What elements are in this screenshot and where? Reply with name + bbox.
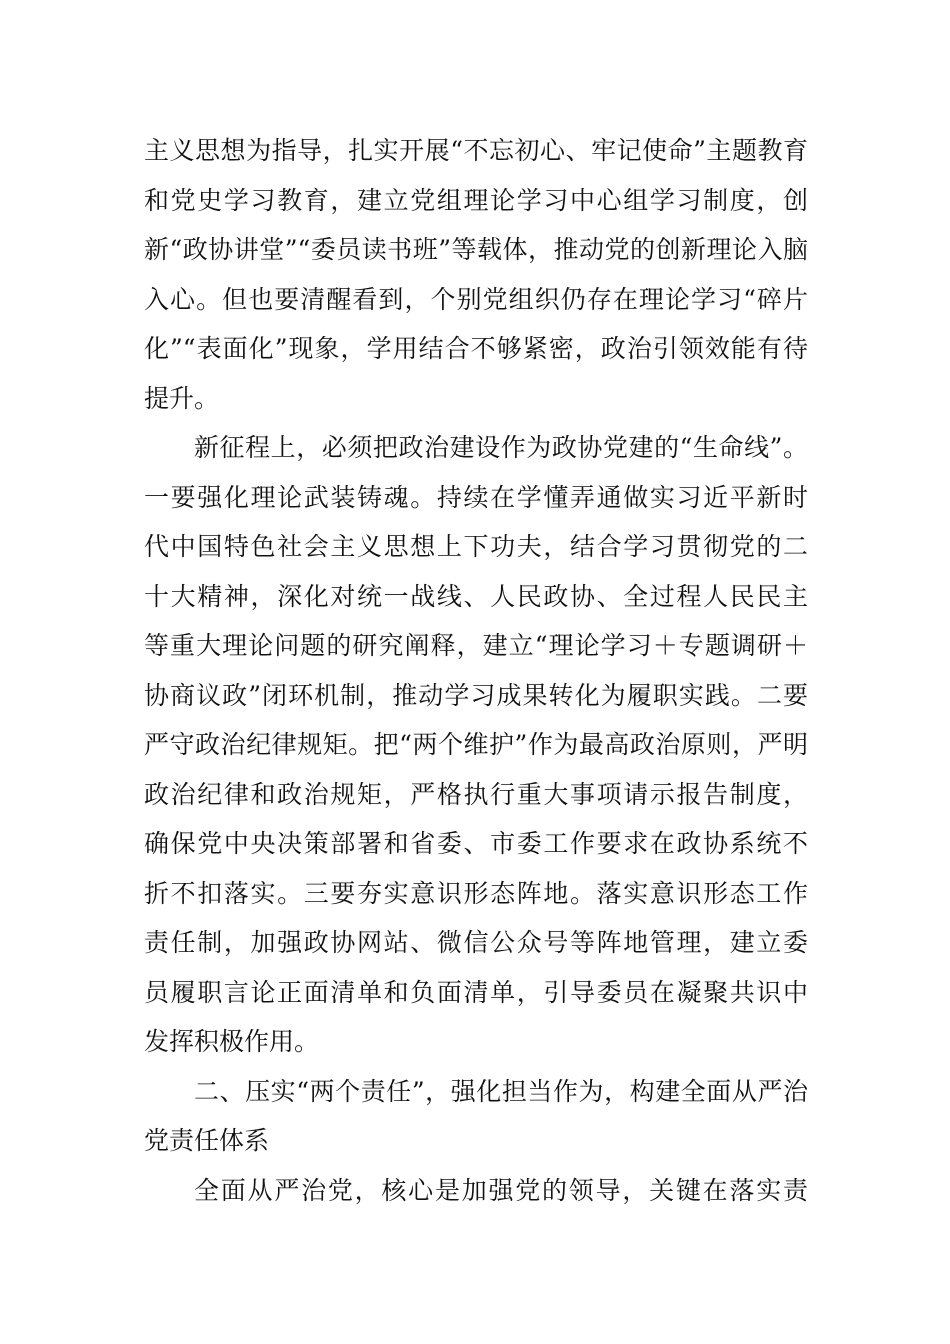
text-line: 协商议政”闭环机制，推动学习成果转化为履职实践。二要 [144, 680, 808, 710]
text-line: 十大精神，深化对统一战线、人民政协、全过程人民民主 [144, 581, 808, 611]
text-line: 提升。 [144, 383, 220, 413]
text-line: 确保党中央决策部署和省委、市委工作要求在政协系统不 [144, 829, 808, 858]
text-line: 政治纪律和政治规矩，严格执行重大事项请示报告制度， [144, 779, 808, 809]
text-line: 严守政治纪律规矩。把“两个维护”作为最高政治原则，严明 [144, 730, 808, 759]
paragraph-first-line: 全面从严治党，核心是加强党的领导，关键在落实责 [194, 1175, 808, 1205]
text-line: 和党史学习教育，建立党组理论学习中心组学习制度，创 [144, 185, 808, 215]
text-line: 发挥积极作用。 [144, 1027, 320, 1056]
section-heading-line: 二、压实“两个责任”，强化担当作为，构建全面从严治 [194, 1076, 808, 1106]
section-heading-line: 党责任体系 [144, 1126, 270, 1155]
text-line: 代中国特色社会主义思想上下功夫，结合学习贯彻党的二 [144, 532, 808, 561]
text-line: 等重大理论问题的研究阐释，建立“理论学习＋专题调研＋ [144, 631, 808, 660]
text-line: 入心。但也要清醒看到，个别党组织仍存在理论学习“碎片 [144, 284, 808, 314]
text-line: 责任制，加强政协网站、微信公众号等阵地管理，建立委 [144, 928, 808, 957]
text-line: 主义思想为指导，扎实开展“不忘初心、牢记使命”主题教育 [144, 136, 808, 165]
text-line: 一要强化理论武装铸魂。持续在学懂弄通做实习近平新时 [144, 482, 808, 512]
text-line: 新“政协讲堂”“委员读书班”等载体，推动党的创新理论入脑 [144, 235, 808, 264]
text-line: 折不扣落实。三要夯实意识形态阵地。落实意识形态工作 [144, 878, 808, 908]
text-line: 员履职言论正面清单和负面清单，引导委员在凝聚共识中 [144, 977, 808, 1007]
body-text [144, 126, 808, 1215]
paragraph-first-line: 新征程上，必须把政治建设作为政协党建的“生命线”。 [194, 433, 808, 462]
text-line: 化”“表面化”现象，学用结合不够紧密，政治引领效能有待 [144, 334, 808, 363]
